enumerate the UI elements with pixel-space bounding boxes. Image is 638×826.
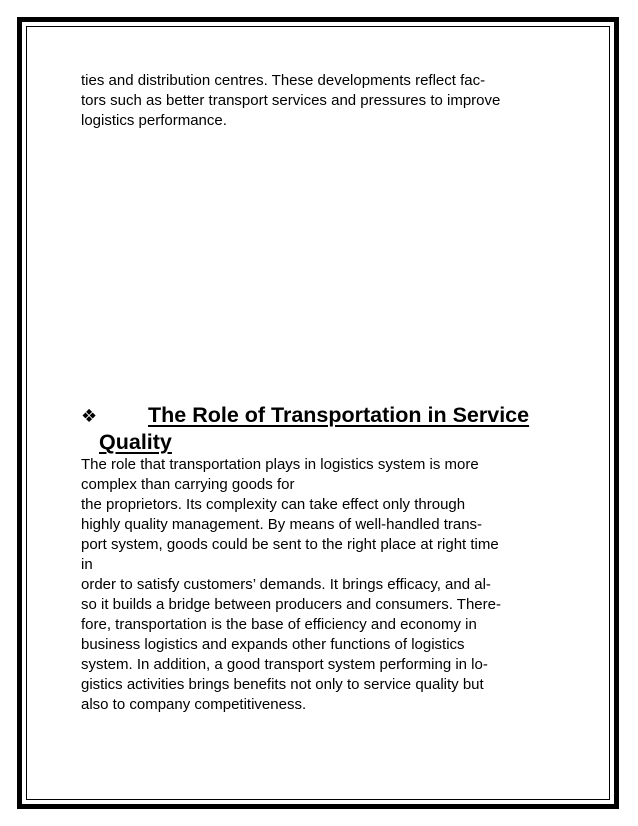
intro-paragraph: ties and distribution centres. These developments reflect fac- tors such as better transport services and pressures to improve logistics performance. xyxy=(81,72,501,129)
section-heading-line2: Quality xyxy=(99,430,172,454)
section-body-paragraph: The role that transportation plays in logistics system is more complex than carrying goods for the proprietors. Its complexity can take effect only through highly quality management. By means of well-handled trans- port system, goods could be sent to the right place at right time in order to satisfy customers’ demands. It brings efficacy, and al- so it builds a bridge between producers and consumers. There- fore, transportation is the base of efficiency and economy in business logistics and expands other functions of logistics system. In addition, a good transport system performing in lo- gistics activities brings benefits not only to service quality but also to company competitiveness. xyxy=(81,456,501,713)
diamond-bullet-icon: ❖ xyxy=(81,406,98,426)
section-body xyxy=(81,455,571,715)
page-content xyxy=(81,71,565,131)
section-heading-line1: The Role of Transportation in Service xyxy=(148,403,530,427)
section-heading xyxy=(81,402,571,454)
